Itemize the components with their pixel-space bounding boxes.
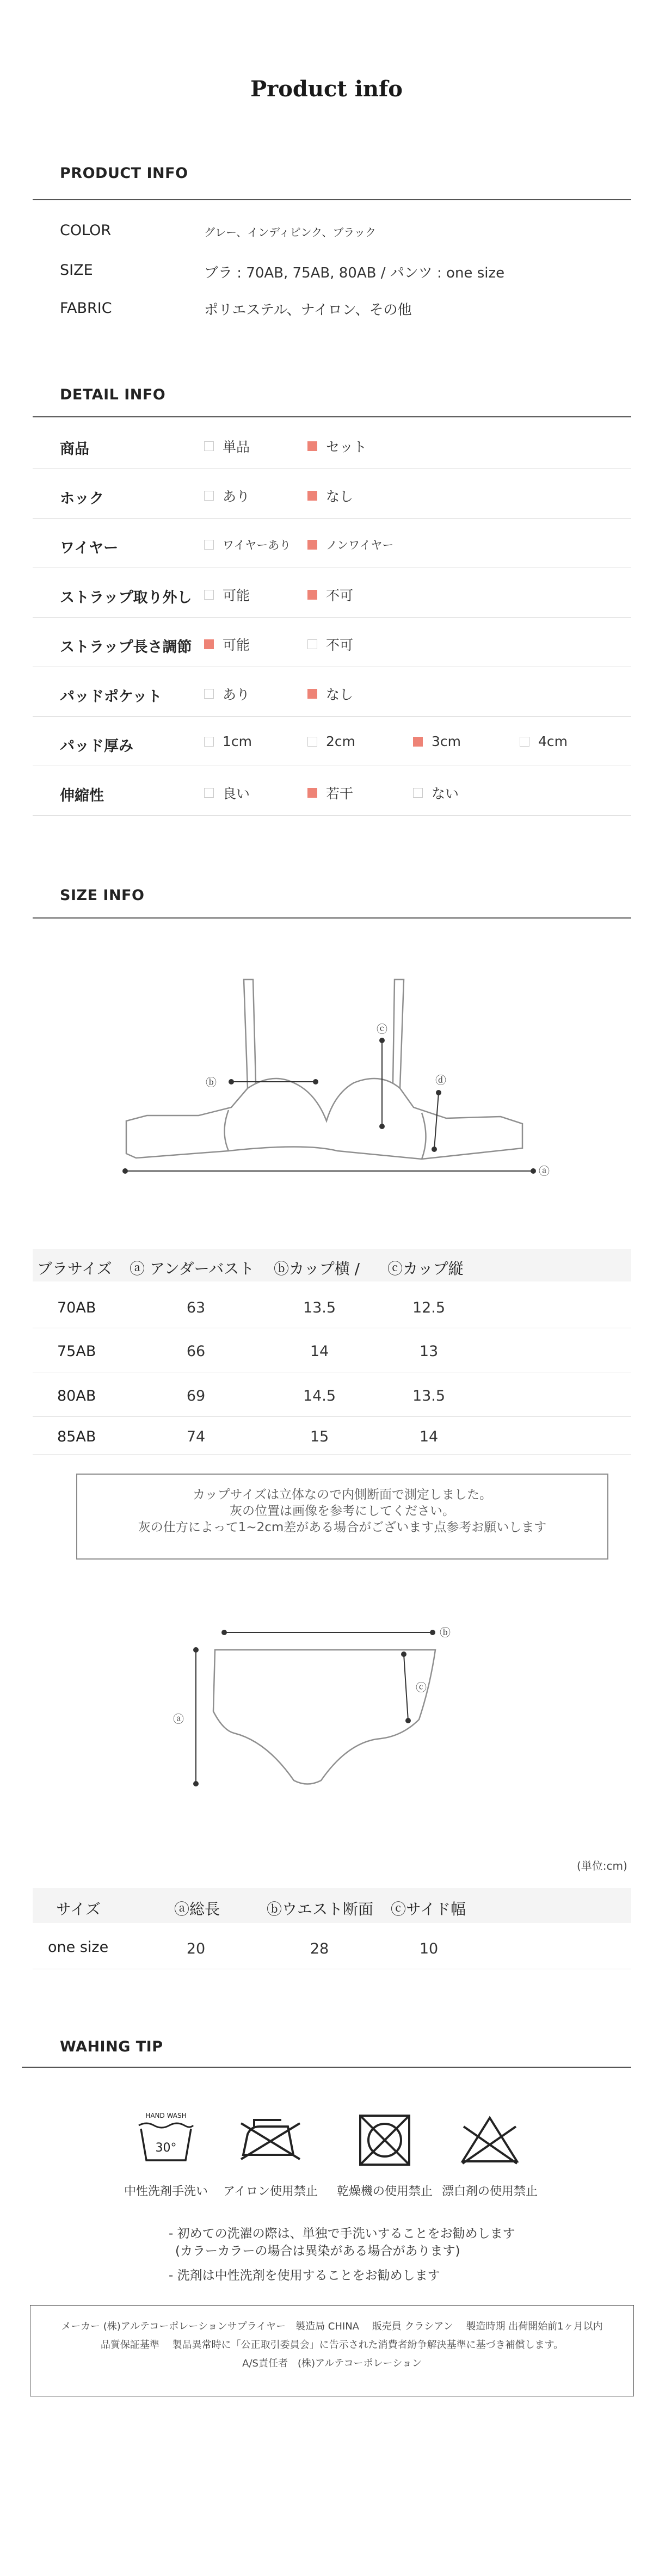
detail-label-stretch: 伸縮性 [60, 787, 104, 804]
measure-endpoint [430, 1630, 435, 1635]
bra-cell: 13.5 [412, 1388, 446, 1404]
detail-option [413, 783, 459, 803]
panty-cell: 20 [186, 1940, 206, 1957]
bra-cell: 13 [419, 1343, 439, 1360]
detail-label-product: 商品 [60, 441, 89, 458]
option-label: ノンワイヤー [326, 539, 394, 552]
washing-rule [22, 2067, 631, 2068]
note-line: 灰の仕方によって1~2cm差がある場合がございます点参考お願いします [138, 1520, 547, 1534]
measure-endpoint [406, 1718, 410, 1723]
marker-b: ⓑ [440, 1626, 451, 1639]
footer-line: メーカー (株)アルテコーポレーションサプライヤー 製造局 CHINA 販売員 クラシアン 製造時期 出荷開始前1ヶ月以内 [61, 2321, 603, 2332]
detail-label-pad-pocket: パッドポケット [60, 688, 162, 705]
option-label: 不可 [326, 588, 354, 603]
detail-label-strap-removal: ストラップ取り外し [60, 589, 192, 606]
bra-cell: 12.5 [412, 1299, 446, 1316]
product-info-heading: PRODUCT INFO [60, 165, 188, 182]
strap-right [393, 979, 404, 1088]
row-divider [33, 815, 631, 816]
row-divider [33, 1416, 631, 1417]
hand-wash-label: 中性洗剤手洗い [124, 2185, 208, 2198]
checkbox [307, 639, 317, 649]
checkbox [204, 737, 214, 747]
no-tumble-dry-icon [355, 2110, 415, 2170]
detail-option [204, 537, 291, 553]
measure-line-d [434, 1093, 439, 1149]
option-label: 不可 [326, 637, 354, 653]
no-iron-icon [238, 2112, 303, 2167]
row-divider [33, 617, 631, 618]
measure-endpoint [313, 1080, 318, 1084]
measurement-note [76, 1474, 608, 1560]
checkbox [204, 441, 214, 451]
panty-cell: 10 [419, 1940, 439, 1957]
detail-option [307, 585, 353, 605]
no-bleach-label: 漂白剤の使用禁止 [441, 2185, 538, 2198]
bra-th-underbust: ⓐ アンダーバスト [130, 1260, 255, 1278]
measure-endpoint [194, 1648, 198, 1652]
bra-th-cup-width: ⓑカップ横 / [274, 1260, 360, 1278]
bra-cell: 15 [310, 1428, 329, 1445]
detail-option [307, 734, 355, 749]
marker-b: ⓑ [206, 1076, 217, 1089]
measure-endpoint [380, 1124, 384, 1129]
size-label: SIZE [60, 262, 93, 279]
wash-temperature: 30° [155, 2141, 177, 2155]
checkbox-checked [307, 590, 317, 600]
note-line: カップサイズは立体なので内側断面で測定しました。 [193, 1488, 492, 1502]
bra-cell: 69 [186, 1388, 206, 1404]
washing-tip: - 初めての洗濯の際は、単独で手洗いすることをお勧めします [169, 2227, 515, 2241]
marker-a: ⓐ [173, 1712, 184, 1725]
detail-label-pad-thickness: パッド厚み [60, 738, 133, 755]
size-value: ブラ : 70AB, 75AB, 80AB / パンツ : one size [204, 265, 505, 281]
option-label: なし [326, 489, 354, 504]
bra-size-diagram [0, 958, 653, 1197]
strap-left [244, 979, 256, 1088]
measure-endpoint [436, 1090, 441, 1095]
row-divider [33, 518, 631, 519]
measure-endpoint [194, 1782, 198, 1786]
bra-seam-left [225, 1110, 229, 1151]
bra-cell: 13.5 [303, 1299, 336, 1316]
bra-cell-size: 70AB [57, 1299, 96, 1316]
detail-option [520, 734, 568, 749]
no-iron-label: アイロン使用禁止 [223, 2185, 318, 2198]
checkbox-checked [413, 737, 423, 747]
hand-wash-icon [133, 2111, 199, 2166]
bra-th-cup-height: ⓒカップ縦 [387, 1260, 464, 1278]
marker-d: ⓓ [435, 1074, 446, 1087]
checkbox [204, 689, 214, 699]
bra-cell: 14.5 [303, 1388, 336, 1404]
panty-th-waist: ⓑウエスト断面 [267, 1900, 374, 1918]
measure-line-c [404, 1654, 408, 1721]
fabric-value: ポリエステル、ナイロン、その他 [204, 302, 412, 318]
panty-th-side: ⓒサイド幅 [391, 1900, 466, 1918]
detail-label-hook: ホック [60, 490, 104, 507]
detail-option [307, 783, 353, 803]
measure-endpoint [229, 1080, 233, 1084]
checkbox-checked [307, 540, 317, 550]
option-label: 3cm [432, 734, 461, 749]
option-label: あり [223, 687, 250, 702]
bra-cell: 63 [186, 1299, 206, 1316]
bra-cell: 74 [186, 1428, 206, 1445]
bra-cell: 66 [186, 1343, 206, 1360]
option-label: 4cm [538, 734, 568, 749]
checkbox-checked [307, 441, 317, 451]
washing-heading: WAHING TIP [60, 2038, 163, 2055]
measure-endpoint [432, 1147, 436, 1151]
checkbox [520, 737, 529, 747]
panty-cell-size: one size [48, 1939, 109, 1956]
detail-option [204, 734, 252, 749]
bra-th-size: ブラサイズ [37, 1260, 112, 1278]
row-divider [33, 716, 631, 717]
marker-c: ⓒ [416, 1681, 427, 1694]
measure-endpoint [531, 1169, 535, 1173]
detail-option [204, 585, 250, 605]
detail-option [307, 537, 394, 553]
unit-label: (単位:cm) [577, 1859, 627, 1872]
detail-label-wire: ワイヤー [60, 540, 119, 557]
bra-cell-size: 75AB [57, 1343, 96, 1360]
detail-option [204, 634, 250, 654]
checkbox [204, 590, 214, 600]
bra-cell-size: 85AB [57, 1428, 96, 1445]
detail-label-strap-length: ストラップ長さ調節 [60, 639, 192, 656]
checkbox [307, 737, 317, 747]
detail-option [307, 634, 353, 654]
option-label: あり [223, 489, 250, 504]
measure-endpoint [222, 1630, 226, 1635]
water-line [139, 2123, 193, 2128]
marker-c: ⓒ [377, 1022, 387, 1036]
color-value: グレー、インディピンク、ブラック [204, 226, 376, 239]
option-label: セット [326, 439, 367, 455]
detail-option [204, 436, 250, 456]
detail-option [307, 436, 367, 456]
note-line: 灰の位置は画像を参考にしてください。 [230, 1504, 455, 1518]
checkbox-checked [204, 639, 214, 649]
detail-option [204, 783, 250, 803]
bra-cell: 14 [419, 1428, 439, 1445]
panty-outline [213, 1650, 435, 1784]
marker-a: ⓐ [539, 1164, 550, 1178]
option-label: 単品 [223, 439, 250, 455]
bra-cell: 14 [310, 1343, 329, 1360]
option-label: 1cm [223, 734, 252, 749]
checkbox-checked [307, 491, 317, 501]
panty-th-length: ⓐ総長 [174, 1900, 220, 1918]
detail-info-heading: DETAIL INFO [60, 386, 166, 403]
option-label: ワイヤーあり [223, 539, 291, 552]
detail-option [204, 486, 250, 506]
detail-info-rule [33, 416, 631, 417]
detail-option [307, 486, 353, 506]
size-info-rule [33, 917, 631, 919]
option-label: 2cm [326, 734, 356, 749]
washing-tip: (カラーカラーの場合は異染がある場合があります) [175, 2244, 460, 2258]
washing-tip: - 洗剤は中性洗剤を使用することをお勧めします [169, 2269, 440, 2283]
option-label: 良い [223, 786, 250, 802]
checkbox [204, 540, 214, 550]
bra-outline [126, 1079, 522, 1159]
footer-line: A/S責任者 (株)アルテコーポレーション [242, 2358, 422, 2369]
fabric-label: FABRIC [60, 300, 112, 317]
option-label: 可能 [223, 637, 250, 653]
manufacturer-info-box [30, 2305, 634, 2396]
panty-size-diagram [0, 1611, 653, 1817]
no-bleach-icon [457, 2111, 522, 2168]
checkbox-checked [307, 689, 317, 699]
option-label: なし [326, 687, 354, 702]
checkbox [204, 491, 214, 501]
measure-endpoint [123, 1169, 127, 1173]
bra-seam-right [422, 1113, 426, 1159]
color-label: COLOR [60, 222, 112, 239]
checkbox [413, 788, 423, 798]
detail-option [307, 684, 353, 704]
option-label: 若干 [326, 786, 354, 802]
product-info-rule [33, 199, 631, 200]
measure-endpoint [380, 1038, 384, 1043]
row-divider [33, 1454, 631, 1455]
detail-option [204, 684, 250, 704]
page-title: Product info [250, 76, 403, 102]
checkbox [204, 788, 214, 798]
bra-cell-size: 80AB [57, 1388, 96, 1404]
checkbox-checked [307, 788, 317, 798]
panty-th-size: サイズ [56, 1900, 101, 1918]
hand-wash-text: HAND WASH [145, 2112, 187, 2119]
footer-line: 品質保証基準 製品異常時に「公正取引委員会」に告示された消費者紛争解決基準に基づき補償します。 [100, 2339, 564, 2351]
option-label: ない [432, 786, 459, 802]
size-info-heading: SIZE INFO [60, 887, 145, 904]
measure-endpoint [402, 1652, 406, 1656]
option-label: 可能 [223, 588, 250, 603]
detail-option [413, 734, 461, 749]
panty-cell: 28 [310, 1940, 329, 1957]
no-tumble-dry-label: 乾燥機の使用禁止 [336, 2185, 433, 2198]
